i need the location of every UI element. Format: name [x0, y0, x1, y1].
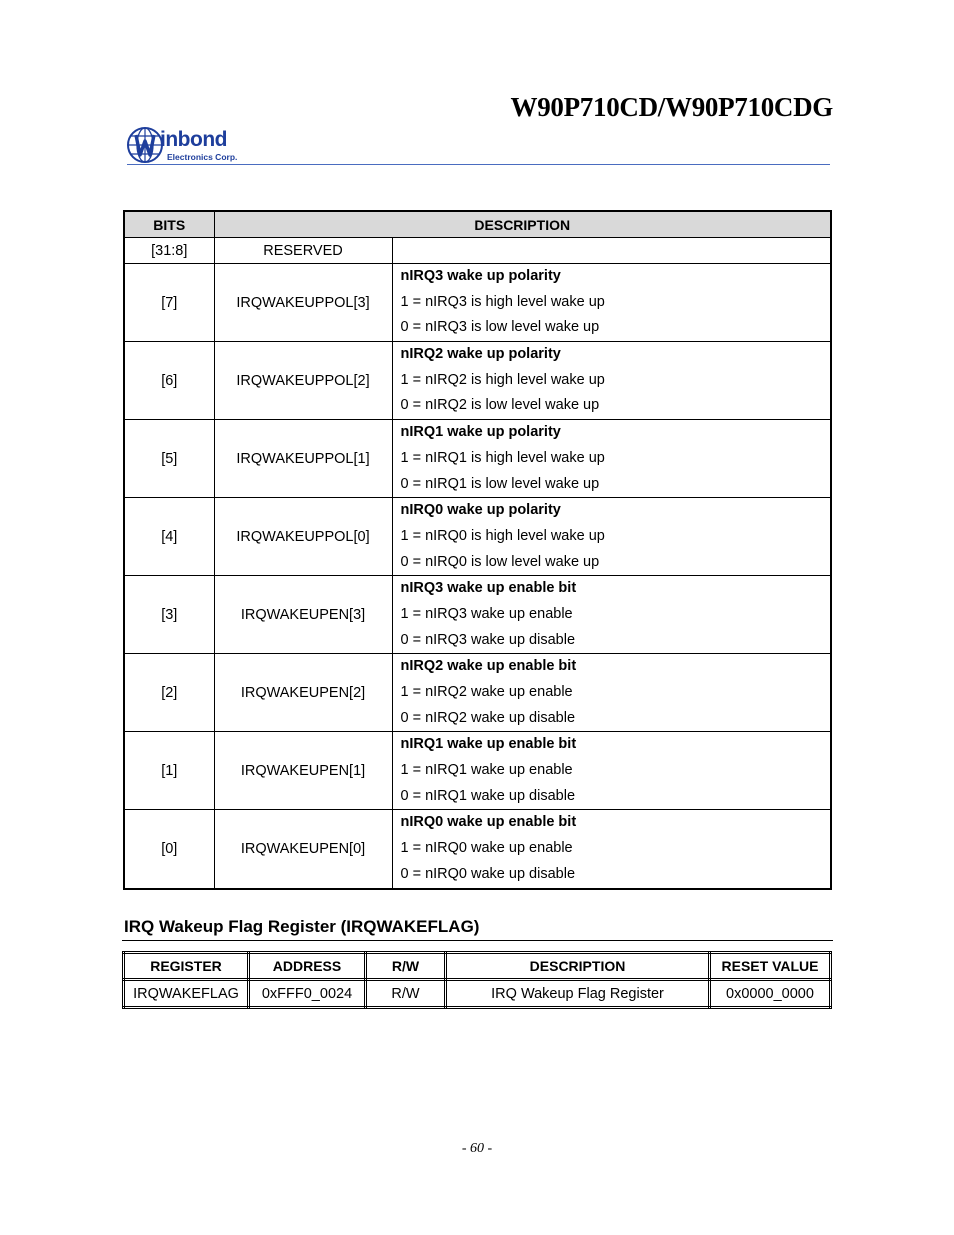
description-cell	[392, 498, 831, 576]
description-cell	[392, 264, 831, 342]
field-name-cell: IRQWAKEUPEN[0]	[214, 810, 392, 889]
description-heading: nIRQ0 wake up enable bit	[400, 814, 577, 831]
description-heading: nIRQ1 wake up enable bit	[400, 736, 577, 753]
bits-cell: [4]	[124, 498, 214, 576]
register-table	[122, 951, 832, 1009]
description-line: 1 = nIRQ0 wake up enable	[400, 840, 573, 857]
bits-cell: [1]	[124, 732, 214, 810]
bits-cell: [7]	[124, 264, 214, 342]
bits-cell: [6]	[124, 342, 214, 420]
header-rule	[127, 164, 830, 165]
table-row	[124, 810, 831, 889]
description-cell	[392, 342, 831, 420]
table-header-row	[124, 211, 831, 238]
logo-subtitle: Electronics Corp.	[167, 152, 238, 162]
field-name-cell: IRQWAKEUPPOL[1]	[214, 420, 392, 498]
description-column-header: DESCRIPTION	[446, 953, 710, 980]
description-cell	[392, 420, 831, 498]
logo-wordmark: inbond	[160, 128, 227, 151]
description-heading: nIRQ2 wake up enable bit	[400, 658, 577, 675]
description-line: 0 = nIRQ1 wake up disable	[400, 787, 576, 804]
description-line: 1 = nIRQ1 is high level wake up	[400, 449, 605, 466]
description-heading: nIRQ2 wake up polarity	[400, 346, 561, 363]
description-cell	[392, 654, 831, 732]
field-name-cell: IRQWAKEUPEN[3]	[214, 576, 392, 654]
rw-column-header: R/W	[366, 953, 446, 980]
reset-value-column-header: RESET VALUE	[710, 953, 831, 980]
address-column-header: ADDRESS	[249, 953, 366, 980]
table-row	[124, 264, 831, 342]
table-row	[124, 238, 831, 264]
field-name-cell: IRQWAKEUPEN[1]	[214, 732, 392, 810]
description-line: 1 = nIRQ2 wake up enable	[400, 684, 573, 700]
description-line: 1 = nIRQ1 wake up enable	[400, 762, 573, 779]
bits-cell: [31:8]	[124, 238, 214, 264]
register-row	[124, 980, 831, 1008]
document-title: W90P710CD/W90P710CDG	[510, 92, 833, 122]
description-line: 0 = nIRQ3 is low level wake up	[400, 319, 600, 336]
field-name-cell: IRQWAKEUPEN[2]	[214, 654, 392, 732]
description-heading: nIRQ0 wake up polarity	[400, 502, 561, 519]
bits-cell: [2]	[124, 654, 214, 732]
description-line: 0 = nIRQ2 wake up disable	[400, 709, 576, 726]
description-line: 0 = nIRQ0 is low level wake up	[400, 553, 600, 570]
description-column-header: DESCRIPTION	[214, 211, 831, 238]
field-name-cell: IRQWAKEUPPOL[2]	[214, 342, 392, 420]
description-line: 0 = nIRQ3 wake up disable	[400, 631, 576, 648]
page-number: - 60 -	[461, 1141, 493, 1156]
bits-column-header: BITS	[124, 211, 214, 238]
table-row	[124, 498, 831, 576]
register-name-cell: IRQWAKEFLAG	[124, 980, 249, 1008]
table-row	[124, 342, 831, 420]
description-heading: nIRQ1 wake up polarity	[400, 424, 561, 441]
bit-description-table	[123, 210, 832, 890]
description-line: 0 = nIRQ0 wake up disable	[400, 865, 576, 882]
address-cell: 0xFFF0_0024	[249, 980, 366, 1008]
register-column-header: REGISTER	[124, 953, 249, 980]
table-row	[124, 420, 831, 498]
register-description-cell: IRQ Wakeup Flag Register	[446, 980, 710, 1008]
table-row	[124, 732, 831, 810]
section-rule	[122, 940, 833, 941]
bits-cell: [5]	[124, 420, 214, 498]
rw-cell: R/W	[366, 980, 446, 1008]
field-name-cell: IRQWAKEUPPOL[3]	[214, 264, 392, 342]
table-row	[124, 576, 831, 654]
reset-value-cell: 0x0000_0000	[710, 980, 831, 1008]
field-name-cell: IRQWAKEUPPOL[0]	[214, 498, 392, 576]
description-heading: nIRQ3 wake up enable bit	[400, 580, 577, 597]
description-cell	[392, 238, 831, 264]
register-table-header	[124, 953, 831, 980]
description-heading: nIRQ3 wake up polarity	[400, 268, 561, 284]
table-row	[124, 654, 831, 732]
description-cell	[392, 810, 831, 889]
description-line: 1 = nIRQ2 is high level wake up	[400, 371, 605, 388]
description-line: 1 = nIRQ0 is high level wake up	[400, 527, 605, 544]
winbond-logo	[126, 124, 256, 166]
description-line: 1 = nIRQ3 is high level wake up	[400, 293, 605, 310]
description-cell	[392, 732, 831, 810]
description-line: 0 = nIRQ1 is low level wake up	[400, 475, 600, 492]
description-line: 0 = nIRQ2 is low level wake up	[400, 397, 600, 414]
field-name-cell: RESERVED	[214, 238, 392, 264]
section-heading: IRQ Wakeup Flag Register (IRQWAKEFLAG)	[124, 917, 480, 936]
description-line: 1 = nIRQ3 wake up enable	[400, 605, 573, 622]
description-cell	[392, 576, 831, 654]
bits-cell: [0]	[124, 810, 214, 889]
bits-cell: [3]	[124, 576, 214, 654]
